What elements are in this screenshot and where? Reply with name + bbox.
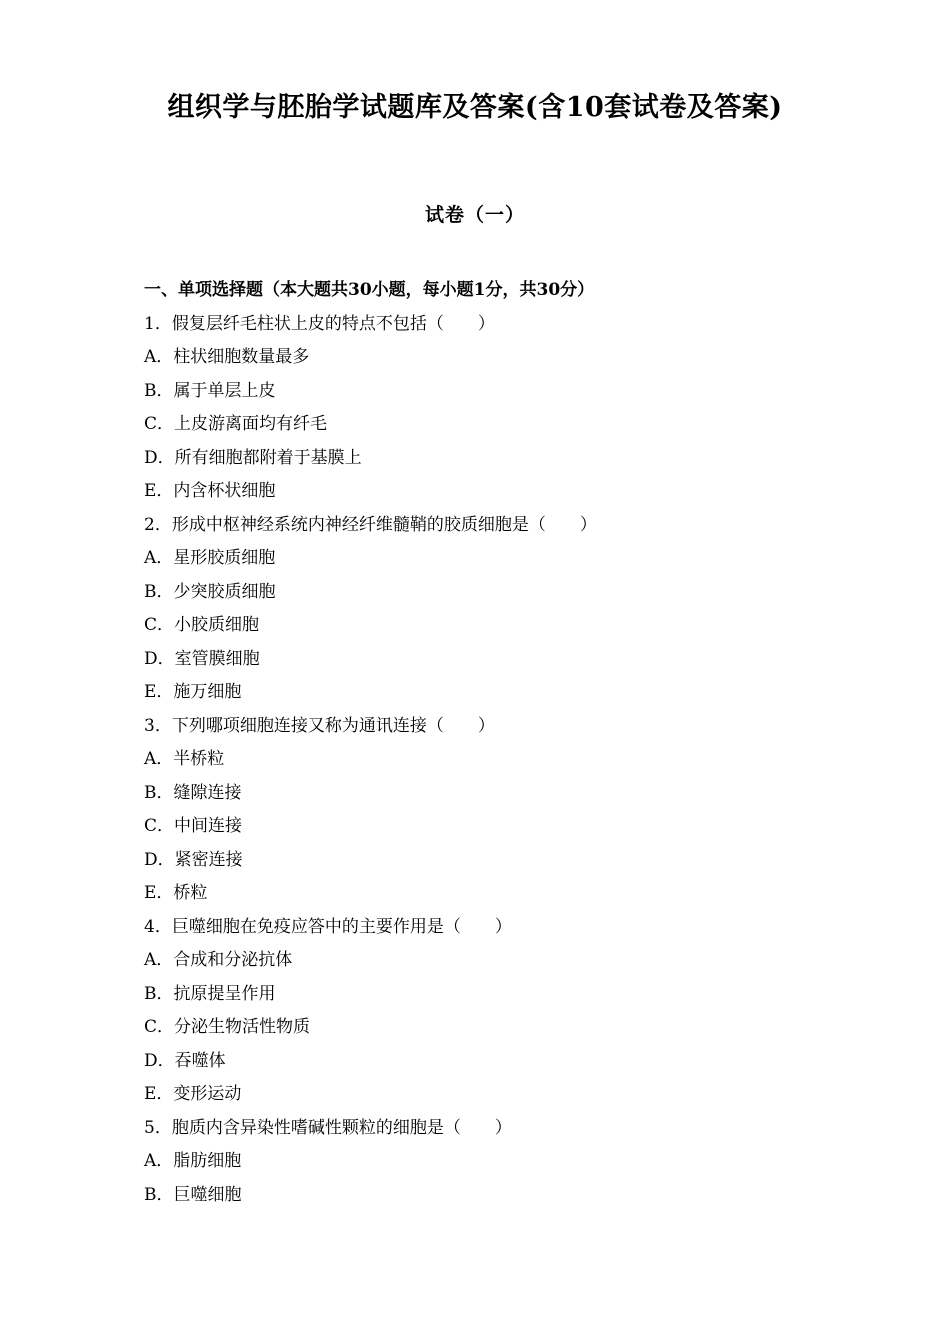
option-e: E．变形运动 — [144, 1084, 242, 1104]
question-stem: 2．形成中枢神经系统内神经纤维髓鞘的胶质细胞是（ ） — [144, 514, 597, 535]
option-c: C．中间连接 — [144, 816, 243, 836]
question-stem: 1．假复层纤毛柱状上皮的特点不包括（ ） — [144, 313, 495, 334]
option-e: E．施万细胞 — [144, 682, 242, 702]
section-heading: 一、单项选择题（本大题共30小题，每小题1分，共30分） — [144, 280, 595, 300]
paper-title: 试卷（一） — [424, 204, 525, 226]
option-d: D．吞噬体 — [144, 1050, 226, 1071]
option-b: B．属于单层上皮 — [144, 380, 276, 401]
option-a: A．星形胶质细胞 — [144, 548, 276, 568]
question-stem: 5．胞质内含异染性嗜碱性颗粒的细胞是（ ） — [144, 1117, 512, 1138]
option-d: D．室管膜细胞 — [144, 648, 260, 669]
option-a: A．合成和分泌抗体 — [144, 950, 293, 970]
question-1 — [144, 308, 844, 509]
option-c: C．分泌生物活性物质 — [144, 1017, 311, 1037]
document-title: 组织学与胚胎学试题库及答案(含10套试卷及答案) — [167, 92, 783, 123]
option-b: B．抗原提呈作用 — [144, 983, 276, 1004]
question-stem: 4．巨噬细胞在免疫应答中的主要作用是（ ） — [144, 916, 512, 937]
option-a: A．柱状细胞数量最多 — [144, 347, 310, 367]
option-b: B．缝隙连接 — [144, 782, 242, 803]
option-a: A．脂肪细胞 — [144, 1151, 242, 1171]
question-3 — [144, 710, 844, 911]
option-d: D．所有细胞都附着于基膜上 — [144, 447, 362, 468]
option-d: D．紧密连接 — [144, 849, 243, 870]
option-b: B．少突胶质细胞 — [144, 581, 276, 602]
option-e: E．桥粒 — [144, 883, 208, 903]
option-b: B．巨噬细胞 — [144, 1184, 242, 1205]
option-a: A．半桥粒 — [144, 749, 225, 769]
option-e: E．内含杯状细胞 — [144, 481, 276, 501]
question-4 — [144, 911, 844, 1112]
question-list — [144, 274, 844, 1212]
option-c: C．上皮游离面均有纤毛 — [144, 414, 328, 434]
option-c: C．小胶质细胞 — [144, 615, 260, 635]
question-stem: 3．下列哪项细胞连接又称为通讯连接（ ） — [144, 715, 495, 736]
question-2 — [144, 509, 844, 710]
question-5 — [144, 1112, 844, 1213]
